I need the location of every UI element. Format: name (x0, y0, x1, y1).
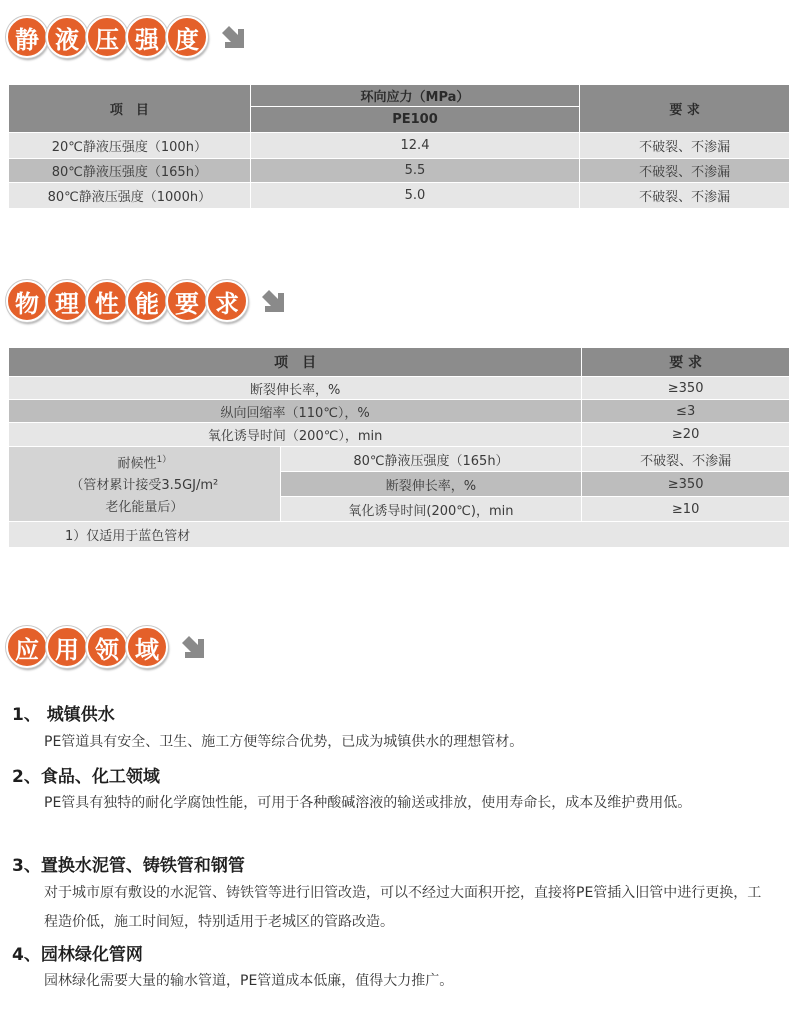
heading-char: 用 (46, 626, 88, 668)
table-row (9, 522, 790, 548)
col-header-requirement: 要 求 (580, 85, 790, 133)
heading-char: 应 (6, 626, 48, 668)
application-desc: 园林绿化需要大量的输水管道，PE管道成本低廉，值得大力推广。 (44, 973, 454, 989)
table-row (9, 400, 790, 423)
application-title: 2、食品、化工领域 (12, 767, 160, 787)
heading-char: 度 (166, 16, 208, 58)
section-heading-physical (6, 278, 286, 324)
application-desc: PE管道具有安全、卫生、施工方便等综合优势，已成为城镇供水的理想管材。 (44, 734, 524, 750)
weathering-label (9, 447, 281, 522)
cell-requirement: ≤3 (582, 400, 790, 423)
cell-item: 80℃静液压强度（1000h） (9, 183, 251, 209)
cell-value: 5.5 (250, 159, 580, 183)
table-row (9, 423, 790, 447)
footnote-mark: 1） (156, 454, 172, 465)
cell-item: 断裂伸长率，% (9, 377, 582, 400)
heading-char: 静 (6, 16, 48, 58)
col-header-item: 项 目 (9, 348, 582, 377)
arrow-down-right-icon (260, 288, 286, 314)
heading-char: 压 (86, 16, 128, 58)
physical-properties-table (8, 347, 790, 548)
table-row (9, 133, 790, 159)
col-header-material: PE100 (250, 107, 580, 133)
weathering-label-line1: 耐候性 (117, 456, 157, 472)
weathering-label-line3: 老化能量后） (105, 500, 184, 516)
table-row (9, 183, 790, 209)
cell-requirement: ≥350 (582, 472, 790, 497)
heading-char: 物 (6, 280, 48, 322)
cell-requirement: 不破裂、不渗漏 (580, 183, 790, 209)
cell-requirement: ≥20 (582, 423, 790, 447)
table-row (9, 447, 790, 472)
heading-char: 领 (86, 626, 128, 668)
cell-item: 80℃静液压强度（165h） (9, 159, 251, 183)
cell-requirement: 不破裂、不渗漏 (582, 447, 790, 472)
col-header-requirement: 要 求 (582, 348, 790, 377)
heading-char: 求 (206, 280, 248, 322)
cell-requirement: 不破裂、不渗漏 (580, 159, 790, 183)
table-row (9, 159, 790, 183)
application-title: 3、置换水泥管、铸铁管和钢管 (12, 856, 245, 876)
cell-item: 80℃静液压强度（165h） (280, 447, 582, 472)
heading-char: 性 (86, 280, 128, 322)
section-heading-applications (6, 624, 206, 670)
cell-value: 5.0 (250, 183, 580, 209)
cell-item: 纵向回缩率（110℃），% (9, 400, 582, 423)
cell-item: 氧化诱导时间（200℃），min (9, 423, 582, 447)
application-desc: 对于城市原有敷设的水泥管、铸铁管等进行旧管改造，可以不经过大面积开挖，直接将PE管插入旧管中进行更换，工程造价低，施工时间短，特别适用于老城区的管路改造。 (44, 885, 762, 930)
hydrostatic-strength-table (8, 84, 790, 209)
footnote: 1）仅适用于蓝色管材 (9, 522, 790, 548)
col-header-item: 项 目 (9, 85, 251, 133)
application-desc: PE管具有独特的耐化学腐蚀性能，可用于各种酸碱溶液的输送或排放，使用寿命长，成本及维护费用低。 (44, 795, 692, 811)
cell-requirement: ≥10 (582, 497, 790, 522)
heading-char: 理 (46, 280, 88, 322)
application-title: 1、 城镇供水 (12, 705, 115, 725)
heading-char: 域 (126, 626, 168, 668)
cell-requirement: ≥350 (582, 377, 790, 400)
heading-char: 强 (126, 16, 168, 58)
cell-item: 20℃静液压强度（100h） (9, 133, 251, 159)
weathering-label-line2: （管材累计接受3.5GJ/m² (70, 478, 219, 494)
cell-requirement: 不破裂、不渗漏 (580, 133, 790, 159)
heading-char: 液 (46, 16, 88, 58)
section-heading-hydrostatic (6, 14, 246, 60)
arrow-down-right-icon (220, 24, 246, 50)
application-title: 4、园林绿化管网 (12, 945, 143, 965)
heading-char: 要 (166, 280, 208, 322)
col-header-stress: 环向应力（MPa） (250, 85, 580, 107)
arrow-down-right-icon (180, 634, 206, 660)
cell-item: 断裂伸长率，% (280, 472, 582, 497)
table-row (9, 377, 790, 400)
heading-char: 能 (126, 280, 168, 322)
cell-item: 氧化诱导时间(200℃)，min (280, 497, 582, 522)
cell-value: 12.4 (250, 133, 580, 159)
